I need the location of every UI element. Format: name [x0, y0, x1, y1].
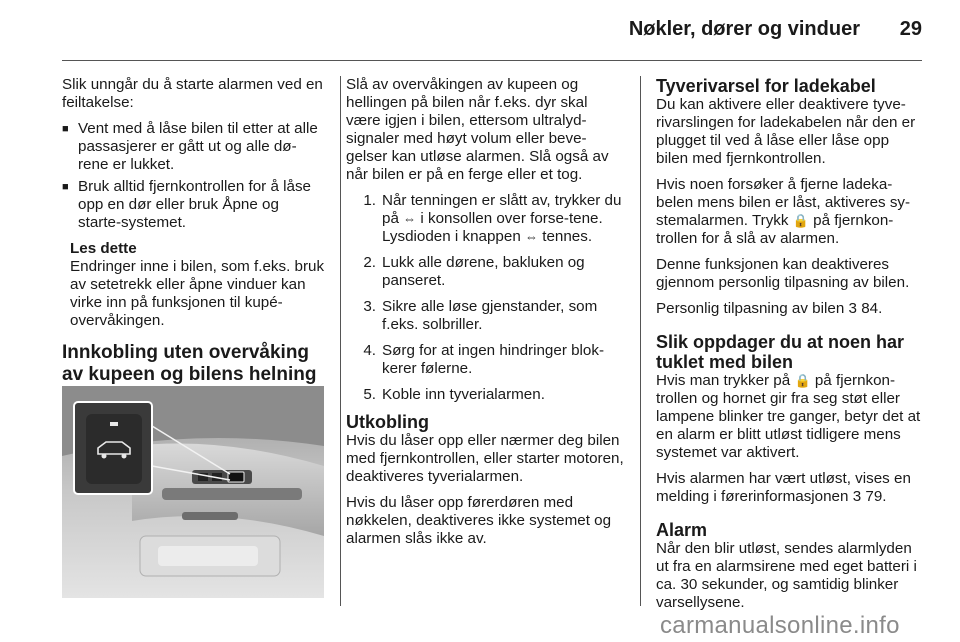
- step-text-part: tennes.: [542, 228, 593, 245]
- section-heading-utkobling: Utkobling: [346, 412, 429, 432]
- alarm-text: Når den blir utløst, sendes alarmlyden ut fra en alarmsirene med eget batteri i ca. 30 sekunder, og samtidig blinker varsellysene.: [656, 540, 917, 611]
- section-heading-tuklet: Slik oppdager du at noen har tuklet med bilen: [656, 332, 905, 372]
- step-text-part: Når tenningen er slått av, trykker du på: [382, 192, 622, 227]
- utkobling-text: Hvis du låser opp eller nærmer deg bilen med fjernkontrollen, eller starter motoren, deaktiveres tyverialarmen.: [346, 432, 624, 485]
- watermark: carmanualsonline.info: [660, 612, 900, 639]
- step-number: 2.: [363, 254, 376, 271]
- tuklet-text: [656, 470, 924, 506]
- ladekabel-text: Du kan aktivere eller deaktivere tyve-rivarslingen for ladekabelen når den er plugget til ved å låse eller låse opp bilen med fjernkontrollen.: [656, 96, 916, 167]
- car-sensor-icon: ⇔: [403, 211, 417, 226]
- ladekabel-text: Denne funksjonen kan deaktiveres gjennom personlig tilpasning av bilen.: [656, 256, 910, 291]
- step-item: [346, 298, 624, 334]
- lock-icon: 🔒: [794, 373, 811, 388]
- reference-arrow-icon: 3: [848, 300, 857, 317]
- step-text: Lukk alle dørene, bakluken og panseret.: [382, 254, 585, 289]
- column-divider: [640, 76, 641, 606]
- text-part: Hvis alarmen har vært utløst, vises en melding i førerinformasjonen: [656, 470, 911, 505]
- page-reference-link[interactable]: 84.: [861, 300, 883, 317]
- tip-item: ■ Bruk alltid fjernkontrollen for å låse opp en dør eller bruk Åpne og starte-systemet.: [62, 178, 326, 232]
- step-text: Koble inn tyverialarmen.: [382, 386, 545, 403]
- overhead-console-photo: [62, 386, 324, 598]
- steps-list: [346, 192, 624, 404]
- step-item: [346, 192, 624, 246]
- tips-list: [62, 120, 326, 232]
- text-part: Personlig tilpasning av bilen: [656, 300, 845, 317]
- deactivation-intro: Slå av overvåkingen av kupeen og hellingen på bilen når f.eks. dyr skal være igjen i bilen, ettersom ultralyd-signaler med høyt volum eller beve-gelser kan utløse alarmen. Slå også av når bilen er på en ferge eller et tog.: [346, 76, 609, 183]
- header-title: Nøkler, dører og vinduer: [628, 18, 860, 40]
- utkobling-text: Hvis du låser opp førerdøren med nøkkelen, deaktiveres ikke systemet og alarmen slås ikke av.: [346, 494, 612, 547]
- tuklet-text: [656, 372, 924, 462]
- header-rule: [62, 60, 922, 61]
- text-part: Hvis noen forsøker å fjerne ladeka-belen mens bilen er låst, aktiveres sy-stemalarmen. Trykk: [656, 176, 911, 229]
- console-illustration: [62, 386, 324, 598]
- lock-icon: 🔒: [792, 213, 809, 228]
- step-item: [346, 254, 624, 290]
- column-divider: [340, 76, 341, 606]
- step-text-part: i konsollen over forse-tene. Lysdioden i knappen: [382, 210, 603, 245]
- car-sensor-icon: ⇔: [525, 229, 538, 244]
- section-heading-ladekabel: Tyverivarsel for ladekabel: [656, 76, 876, 96]
- intro-text: Slik unngår du å starte alarmen ved en feiltakelse:: [62, 76, 323, 111]
- step-number: 1.: [363, 192, 376, 209]
- text-part: på fjernkon-trollen og hornet gir fra seg støt eller lampene blinker tre ganger, betyr det at en alarm er blitt utløst tidligere mens systemet var aktivert.: [656, 372, 921, 461]
- column-1: [62, 76, 326, 390]
- page-reference-link[interactable]: 79.: [865, 488, 887, 505]
- section-heading-innkobling: Innkobling uten overvåking av kupeen og bilens helning: [62, 342, 317, 385]
- ladekabel-text: [656, 176, 924, 248]
- step-text: Sikre alle løse gjenstander, som f.eks. solbriller.: [382, 298, 598, 333]
- note-text: Endringer inne i bilen, som f.eks. bruk av setetrekk eller åpne vinduer kan virke inn på funksjonen til kupé-overvåkingen.: [70, 258, 325, 329]
- ladekabel-text: [656, 300, 924, 318]
- section-heading-alarm: Alarm: [656, 520, 708, 540]
- reference-arrow-icon: 3: [852, 488, 862, 505]
- step-number: 5.: [363, 386, 376, 403]
- note-title: Les dette: [70, 240, 137, 257]
- note-box: [62, 240, 326, 330]
- step-text: Sørg for at ingen hindringer blok-kerer følerne.: [382, 342, 605, 377]
- step-number: 3.: [363, 298, 376, 315]
- column-3: [656, 76, 924, 620]
- tip-item: ■ Vent med å låse bilen til etter at alle passasjerer er gått ut og alle dø-rene er lukket.: [62, 120, 326, 174]
- step-number: 4.: [363, 342, 376, 359]
- step-item: [346, 342, 624, 378]
- step-text: [382, 192, 624, 246]
- step-item: [346, 386, 624, 404]
- column-2: [346, 76, 624, 556]
- page-number: 29: [899, 18, 922, 40]
- text-part: på fjernkon-trollen for å slå av alarmen.: [656, 212, 894, 247]
- text-part: Hvis man trykker på: [656, 372, 791, 389]
